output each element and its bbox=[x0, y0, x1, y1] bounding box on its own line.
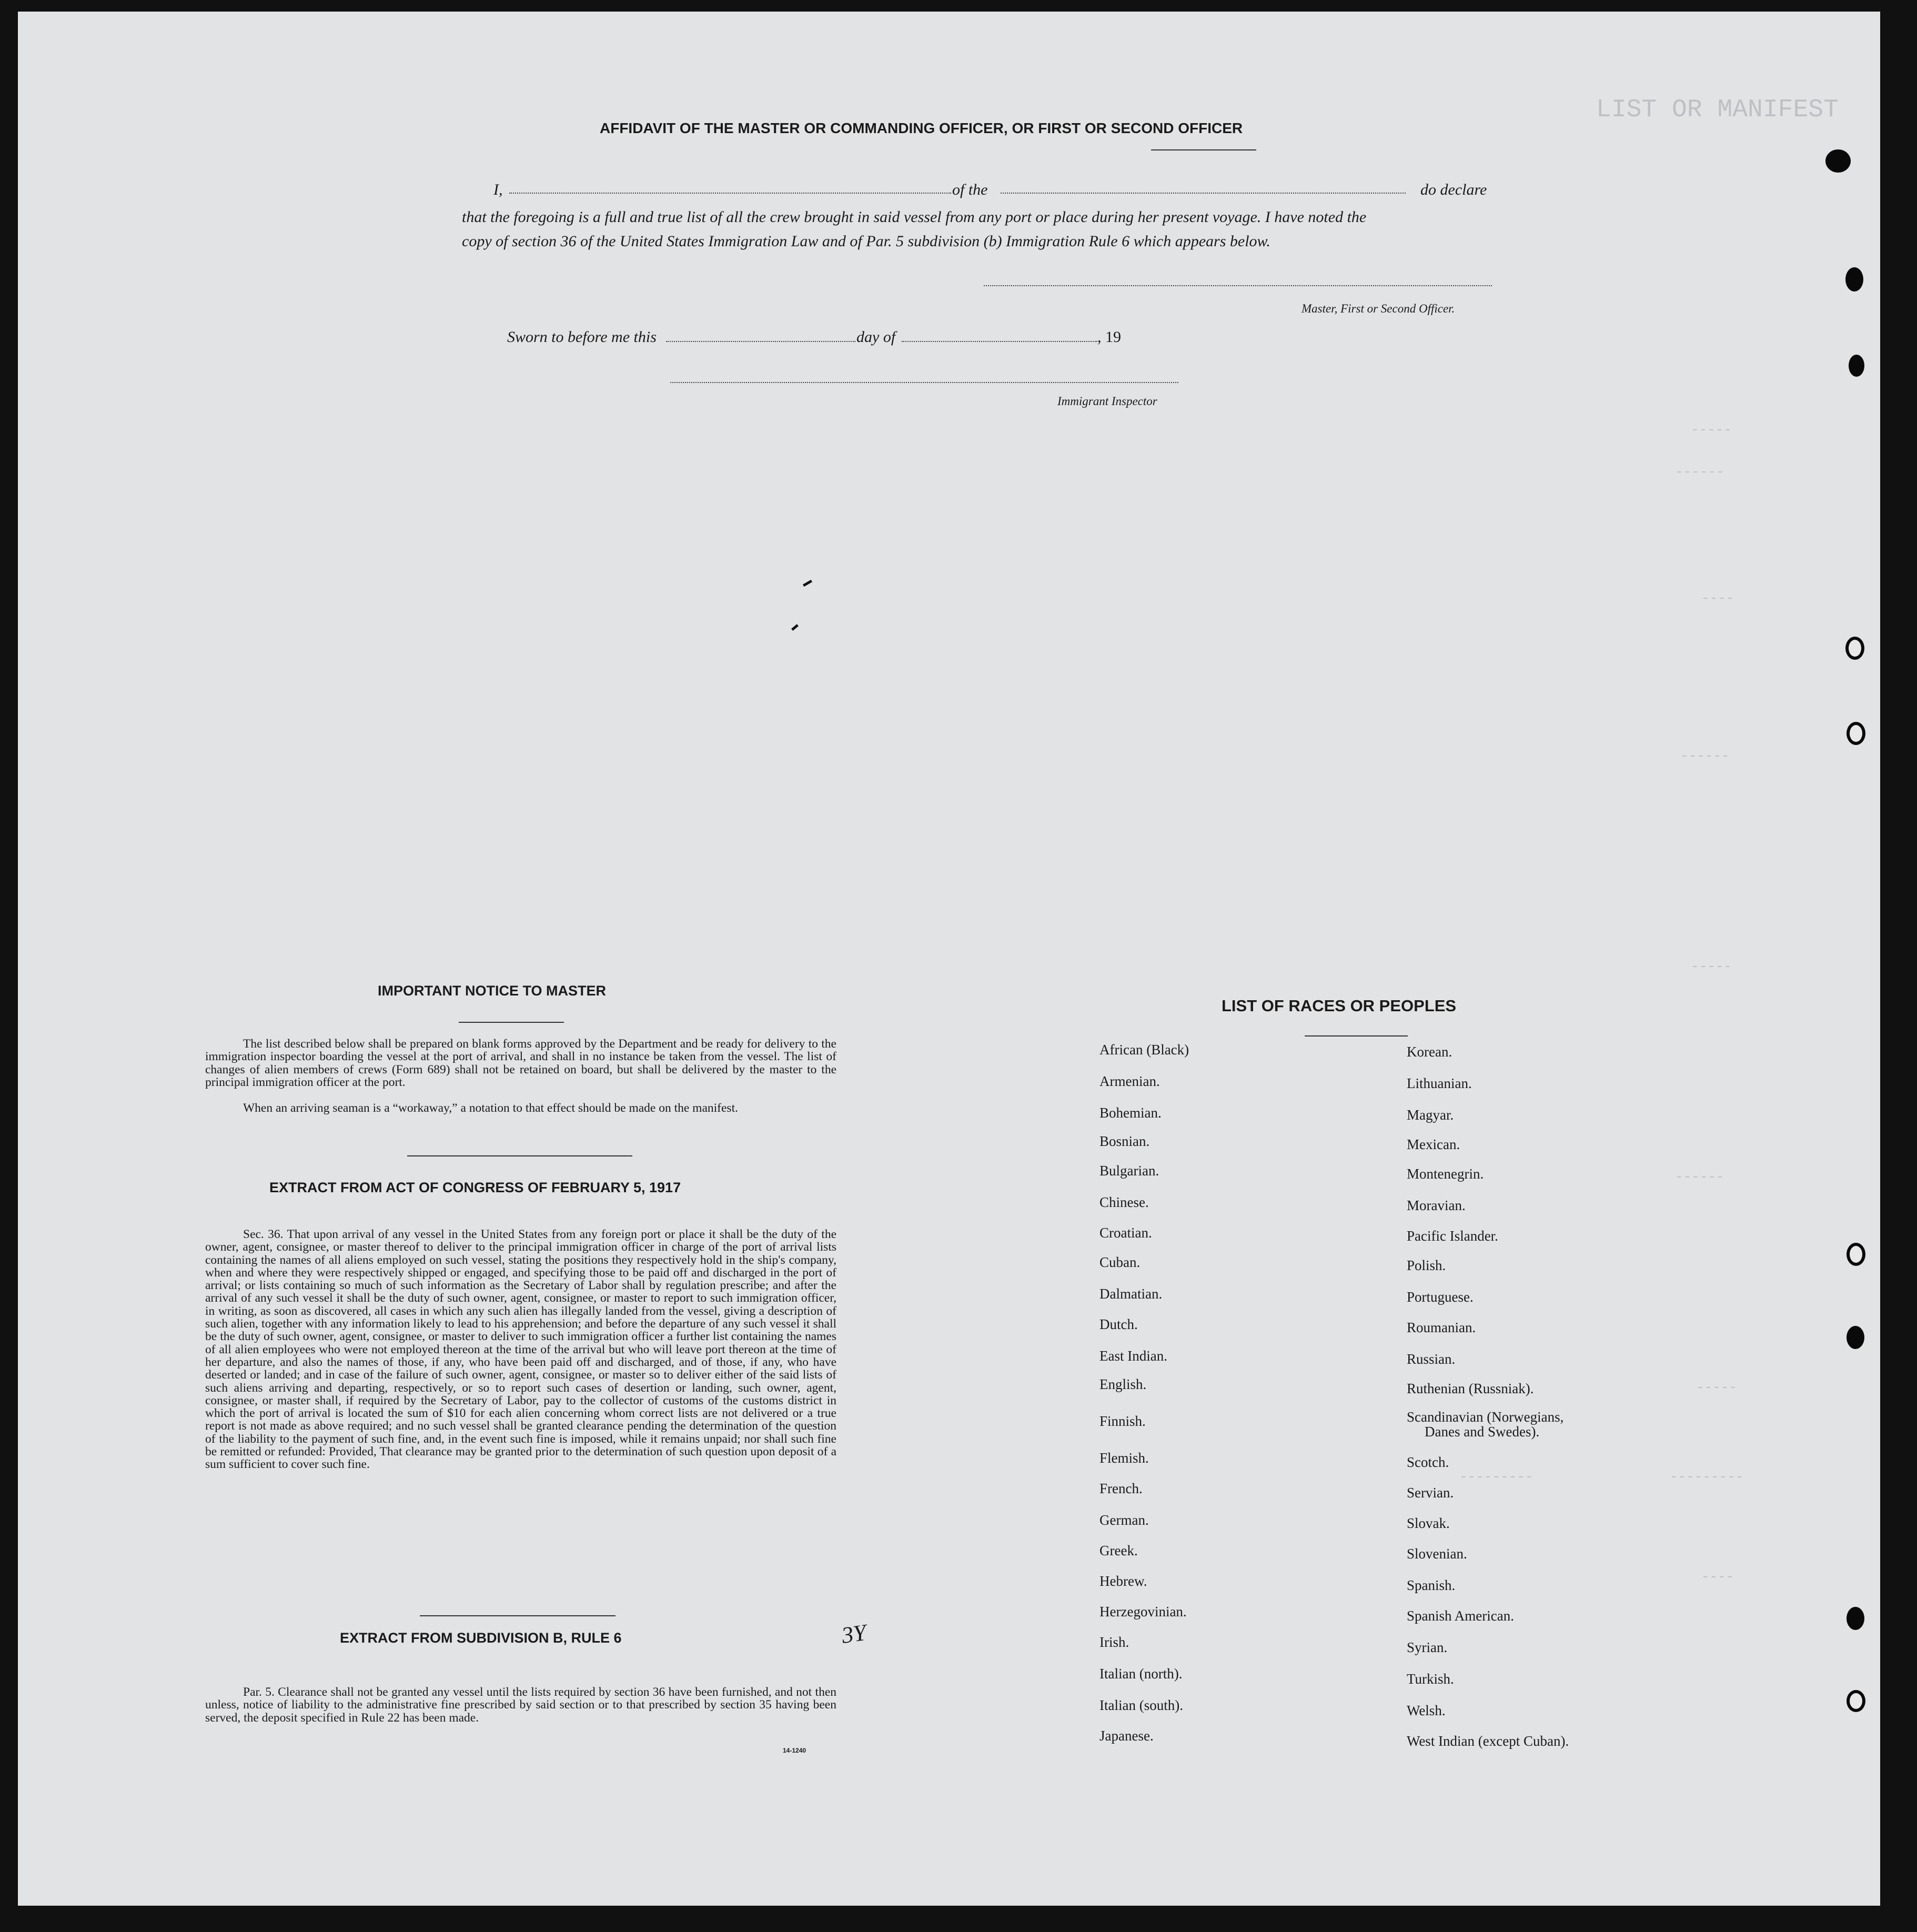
declaration-line: copy of section 36 of the United States Immigration Law and of Par. 5 subdivision (b) Immigration Rule 6 which appears below. bbox=[462, 233, 1270, 250]
race-item: Spanish American. bbox=[1407, 1608, 1514, 1624]
race-item: Hebrew. bbox=[1099, 1573, 1147, 1589]
declarant-name-field[interactable] bbox=[509, 193, 951, 194]
binder-hole bbox=[1825, 149, 1851, 173]
extract-act-title: EXTRACT FROM ACT OF CONGRESS OF FEBRUARY 5, 1917 bbox=[269, 1180, 681, 1195]
race-item: Spanish. bbox=[1407, 1577, 1456, 1593]
divider bbox=[1305, 1035, 1408, 1037]
race-item: Russian. bbox=[1407, 1351, 1456, 1367]
of-the-label: of the bbox=[952, 181, 988, 198]
master-signature-field[interactable] bbox=[984, 285, 1492, 286]
race-item: Croatian. bbox=[1099, 1225, 1152, 1241]
race-item: Danes and Swedes). bbox=[1425, 1424, 1540, 1440]
race-item: Bohemian. bbox=[1099, 1105, 1162, 1121]
sworn-day-field[interactable] bbox=[666, 341, 855, 342]
race-item: East Indian. bbox=[1099, 1348, 1167, 1364]
race-item: Pacific Islander. bbox=[1407, 1228, 1498, 1244]
race-item: German. bbox=[1099, 1512, 1149, 1528]
race-item: Turkish. bbox=[1407, 1671, 1454, 1687]
declarant-prefix: I, bbox=[493, 181, 503, 198]
binder-hole bbox=[1845, 637, 1864, 660]
sworn-month-field[interactable] bbox=[902, 341, 1097, 342]
race-item: Mexican. bbox=[1407, 1136, 1460, 1152]
race-item: Servian. bbox=[1407, 1485, 1454, 1501]
race-item: Ruthenian (Russniak). bbox=[1407, 1381, 1534, 1396]
race-item: Japanese. bbox=[1099, 1728, 1154, 1744]
binder-hole bbox=[1845, 267, 1863, 291]
race-item: English. bbox=[1099, 1376, 1147, 1392]
race-item: Portuguese. bbox=[1407, 1289, 1474, 1305]
race-item: Lithuanian. bbox=[1407, 1075, 1472, 1091]
form-number: 14-1240 bbox=[783, 1747, 806, 1754]
declaration-line: that the foregoing is a full and true list of all the crew brought in said vessel from any port or place during her present voyage. I have noted the bbox=[462, 208, 1367, 226]
race-item: Roumanian. bbox=[1407, 1320, 1476, 1335]
ink-mark bbox=[803, 580, 812, 587]
divider bbox=[420, 1615, 616, 1616]
race-item: French. bbox=[1099, 1481, 1143, 1496]
binder-hole bbox=[1847, 1607, 1864, 1630]
inspector-label: Immigrant Inspector bbox=[1057, 395, 1157, 408]
race-item: Polish. bbox=[1407, 1257, 1446, 1273]
binder-hole bbox=[1847, 722, 1865, 745]
race-item: Italian (south). bbox=[1099, 1697, 1183, 1713]
race-item: Finnish. bbox=[1099, 1413, 1146, 1429]
notice-title: IMPORTANT NOTICE TO MASTER bbox=[378, 983, 606, 999]
binder-hole bbox=[1849, 355, 1864, 377]
race-item: Welsh. bbox=[1407, 1703, 1446, 1718]
manifest-page: LIST OR MANIFEST ----- ------ ---- ------ ----- ------ ----- ---- --------- --------- AFFIDAVIT OF THE MASTER OR COMMANDING OFFICER, OR FIRST OR SECOND OFFICER I, of the do declare that the foregoing is a full and true list of all the crew brought in said vessel from any port or place during her present voyage. I have noted the copy of section 36 of the United States Immigration Law and of Par. 5 subdivision (b) Immigration Rule 6 which appears below. Master, First or Second Officer. Sworn to before me this day of , 19 Immigrant Inspector IMPORTANT NOTICE TO MASTER The list described below shall be prepared on blank forms approved by the Department and be ready for delivery to the immigration inspector boarding the vessel at the port of arrival, and shall in no instance be taken from the vessel. The list of changes of alien members of crews (Form 689) shall not be retained on board, but shall be delivered by the master to the principal immigration officer at the port. When an arriving seaman is a “workaway,” a notation to that effect should be made on the manifest. EXTRACT FROM ACT OF CONGRESS OF FEBRUARY 5, 1917 Sec. 36. That upon arrival of any vessel in the United States from any foreign port or place it shall be the duty of the owner, agent, consignee, or master thereof to deliver to the principal immigration officer in charge of the port of arrival lists containing the names of all aliens employed on such vessel, stating the positions they respectively hold in the ship's company, when and where they were respectively shipped or engaged, and specifying those to be paid off and discharged in the port of arrival; or lists containing so much of such information as the Secretary of Labor shall by regulation prescribe; and after the arrival of any such vessel it shall be the duty of such owner, agent, consignee, or master to report to such immigration officer, in writing, as soon as discovered, all cases in which any such alien has illegally landed from the vessel, giving a description of such alien, together with any information likely to lead to his apprehension; and before the departure of any such vessel it shall be the duty of such owner, agent, consignee, or master to deliver to such immigration officer a further list containing the names of all alien employees who were not employed thereon at the time of the arrival but who will leave port thereon at the time of her departure, and also the names of those, if any, who have been paid off and discharged, and of those, if any, who have deserted or landed; and in case of the failure of such owner, agent, consignee, or master so to deliver either of the said lists of such aliens arriving and departing, respectively, or so to report such cases of desertion or landing, such owner, agent, consignee, or master shall, if required by the Secretary of Labor, pay to the collector of customs of the customs district in which the port of arrival is located the sum of $10 for each alien concerning whom correct lists are not delivered or a true report is not made as above required; and no such vessel shall be granted clearance pending the determination of the question of the liability to the payment of such fine, and, in the event such fine is imposed, while it remains unpaid; nor shall such fine be remitted or refunded: Provided, That clearance may be granted prior to the determination of such question upon deposit of a sum sufficient to cover such fine. EXTRACT FROM SUBDIVISION B, RULE 6 Par. 5. Clearance shall not be granted any vessel until the lists required by section 36 have been furnished, and not then unless, notice of liability to the administrative fine prescribed by said section or to that prescribed by section 35 having been served, the deposit specified in Rule 22 has been made. 14-1240 3Y LIST OF RACES OR PEOPLES African (Black) Armenian. Bohemian. Bosnian. Bulgarian. Chinese. Croatian. Cuban. Dalmatian. Dutch. East Indian. English. Finnish. Flemish. French. German. Greek. Hebrew. Herzegovinian. Irish. Italian (north). Italian (south). Japanese. Korean. Lithuanian. Magyar. Mexican. Montenegrin. Moravian. Pacific Islander. Polish. Portuguese. Roumanian. Russian. Ruthenian (Russniak). Scandinavian (Norwegians, Danes and Swedes). Scotch. Servian. Slovak. Slovenian. Spanish. Spanish American. Syrian. Turkish. Welsh. West Indian (except Cuban). bbox=[18, 12, 1880, 1906]
day-of-label: day of bbox=[856, 328, 896, 346]
race-item: Herzegovinian. bbox=[1099, 1604, 1187, 1619]
race-item: Italian (north). bbox=[1099, 1666, 1183, 1682]
divider bbox=[1151, 149, 1256, 150]
race-item: West Indian (except Cuban). bbox=[1407, 1733, 1569, 1749]
race-item: Armenian. bbox=[1099, 1073, 1160, 1089]
section-36-text: Sec. 36. That upon arrival of any vessel in the United States from any foreign port or place it shall be the duty of the owner, agent, consignee, or master thereof to deliver to the principal immigration officer in charge of the port of arrival lists containing the names of all aliens employed on such vessel, stating the positions they respectively hold in the ship's company, when and where they were respectively shipped or engaged, and specifying those to be paid off and discharged in the port of arrival; or lists containing so much of such information as the Secretary of Labor shall by regulation prescribe; and after the arrival of any such vessel it shall be the duty of such owner, agent, consignee, or master to report to such immigration officer, in writing, as soon as discovered, all cases in which any such alien has illegally landed from the vessel, giving a description of such alien, together with any information likely to lead to his apprehension; and before the departure of any such vessel it shall be the duty of such owner, agent, consignee, or master to deliver to such immigration officer a further list containing the names of all alien employees who were not employed thereon at the time of the arrival but who will leave port thereon at the time of her departure, and also the names of those, if any, who have been paid off and discharged, and of those, if any, who have deserted or landed; and in case of the failure of such owner, agent, consignee, or master so to deliver either of the said lists of such aliens arriving and departing, respectively, or so to report such cases of desertion or landing, such owner, agent, consignee, or master shall, if required by the Secretary of Labor, pay to the collector of customs of the customs district in which the port of arrival is located the sum of $10 for each alien concerning whom correct lists are not delivered or a true report is not made as above required; and no such vessel shall be granted clearance pending the determination of the question of the liability to the payment of such fine, and, in the event such fine is imposed, while it remains unpaid; nor shall such fine be remitted or refunded: Provided, That clearance may be granted prior to the determination of such question upon deposit of a sum sufficient to cover such fine. bbox=[205, 1227, 836, 1472]
race-item: Scandinavian (Norwegians, bbox=[1407, 1409, 1564, 1425]
notice-paragraph: When an arriving seaman is a “workaway,” a notation to that effect should be made on the manifest. bbox=[243, 1101, 738, 1115]
binder-hole bbox=[1847, 1690, 1865, 1712]
binder-hole bbox=[1847, 1326, 1864, 1349]
race-item: Montenegrin. bbox=[1407, 1166, 1484, 1182]
divider bbox=[459, 1022, 564, 1023]
race-item: Flemish. bbox=[1099, 1450, 1149, 1466]
race-item: Syrian. bbox=[1407, 1639, 1448, 1655]
do-declare-label: do declare bbox=[1420, 181, 1487, 198]
notice-paragraph: The list described below shall be prepared on blank forms approved by the Department and be ready for delivery to the immigration inspector boarding the vessel at the port of arrival, and shall in no instance be taken from the vessel. The list of changes of alien members of crews (Form 689) shall not be retained on board, but shall be delivered by the master to the principal immigration officer at the port. bbox=[205, 1037, 836, 1089]
race-item: Bulgarian. bbox=[1099, 1163, 1159, 1179]
handwritten-mark: 3Y bbox=[840, 1619, 868, 1648]
divider bbox=[407, 1155, 632, 1156]
race-item: Dutch. bbox=[1099, 1316, 1138, 1332]
race-item: African (Black) bbox=[1099, 1042, 1189, 1058]
race-item: Scotch. bbox=[1407, 1454, 1449, 1470]
sworn-label: Sworn to before me this bbox=[507, 328, 657, 346]
races-title: LIST OF RACES OR PEOPLES bbox=[1222, 997, 1457, 1015]
extract-rule-title: EXTRACT FROM SUBDIVISION B, RULE 6 bbox=[340, 1630, 622, 1646]
race-item: Dalmatian. bbox=[1099, 1286, 1163, 1302]
vessel-name-field[interactable] bbox=[1001, 193, 1406, 194]
ink-mark bbox=[791, 624, 799, 631]
race-item: Bosnian. bbox=[1099, 1133, 1150, 1149]
inspector-signature-field[interactable] bbox=[670, 382, 1178, 383]
race-item: Magyar. bbox=[1407, 1107, 1454, 1123]
race-item: Moravian. bbox=[1407, 1198, 1466, 1213]
master-signature-label: Master, First or Second Officer. bbox=[1301, 302, 1455, 315]
race-item: Cuban. bbox=[1099, 1254, 1141, 1270]
affidavit-title: AFFIDAVIT OF THE MASTER OR COMMANDING OFFICER, OR FIRST OR SECOND OFFICER bbox=[600, 120, 1243, 136]
race-item: Chinese. bbox=[1099, 1194, 1149, 1210]
race-item: Slovenian. bbox=[1407, 1546, 1467, 1562]
race-item: Slovak. bbox=[1407, 1515, 1450, 1531]
race-item: Irish. bbox=[1099, 1634, 1129, 1650]
rule-6-text: Par. 5. Clearance shall not be granted any vessel until the lists required by section 36 have been furnished, and not then unless, notice of liability to the administrative fine prescribed by said section or to that prescribed by section 35 having been served, the deposit specified in Rule 22 has been made. bbox=[205, 1685, 836, 1725]
binder-hole bbox=[1847, 1243, 1865, 1266]
race-item: Korean. bbox=[1407, 1044, 1452, 1060]
year-prefix: , 19 bbox=[1097, 328, 1121, 346]
race-item: Greek. bbox=[1099, 1543, 1138, 1558]
